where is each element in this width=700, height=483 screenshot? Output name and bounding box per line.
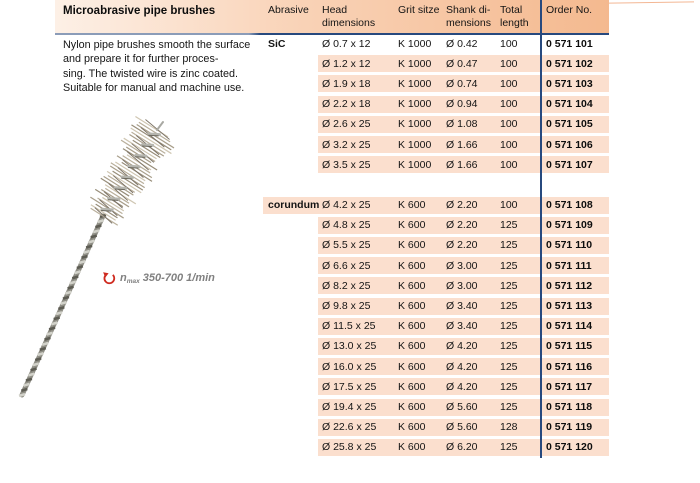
cell-shank: Ø 2.20	[446, 219, 478, 232]
cell-total: 100	[500, 199, 518, 211]
cell-head: Ø 8.2 x 25	[322, 279, 371, 292]
cell-head: Ø 3.2 x 25	[322, 138, 371, 151]
cell-head: Ø 1.9 x 18	[322, 77, 371, 90]
cell-order: 0 571 102	[546, 57, 593, 70]
cell-head: Ø 4.2 x 25	[322, 199, 371, 211]
column-header-head-dimensions	[322, 4, 375, 30]
cell-shank: Ø 1.66	[446, 158, 478, 171]
table-row	[0, 419, 700, 436]
cell-head: Ø 2.6 x 25	[322, 118, 371, 131]
cell-head: Ø 25.8 x 25	[322, 441, 377, 454]
column-header-label: length	[500, 16, 529, 29]
table-row	[0, 318, 700, 335]
cell-total: 100	[500, 158, 518, 171]
table-row	[0, 237, 700, 254]
cell-order: 0 571 117	[546, 380, 593, 393]
column-header-abrasive	[268, 4, 309, 17]
cell-order: 0 571 107	[546, 158, 593, 171]
column-header-total-length	[500, 4, 529, 30]
cell-total: 125	[500, 259, 518, 272]
cell-head: Ø 22.6 x 25	[322, 421, 377, 434]
cell-head: Ø 3.5 x 25	[322, 158, 371, 171]
cell-abrasive: SiC	[268, 37, 286, 50]
cell-shank: Ø 4.20	[446, 360, 478, 373]
cell-order: 0 571 114	[546, 320, 593, 333]
cell-head: Ø 11.5 x 25	[322, 320, 376, 333]
column-header-label: dimensions	[322, 16, 376, 29]
cell-order: 0 571 113	[546, 300, 593, 312]
column-header-grit-size	[398, 4, 439, 17]
cell-grit: K 600	[398, 360, 426, 373]
cell-grit: K 600	[398, 259, 426, 272]
description-line: Suitable for manual and machine use.	[63, 82, 245, 95]
cell-order: 0 571 110	[546, 239, 593, 252]
speed-value: 350-700 1/min	[142, 272, 215, 284]
cell-total: 100	[500, 138, 518, 151]
cell-grit: K 600	[398, 380, 426, 393]
cell-head: Ø 4.8 x 25	[322, 219, 371, 232]
column-header-label: Grit sitze	[398, 4, 440, 16]
cell-order: 0 571 119	[546, 421, 593, 434]
column-header-label: Total	[500, 4, 523, 16]
cell-shank: Ø 3.00	[446, 279, 478, 292]
table-row	[0, 257, 700, 274]
cell-total: 125	[500, 219, 518, 232]
table-row	[0, 136, 700, 153]
cell-grit: K 1000	[398, 37, 432, 50]
cell-grit: K 600	[398, 219, 426, 232]
cell-shank: Ø 5.60	[446, 401, 478, 413]
description-line: Nylon pipe brushes smooth the surface	[63, 39, 251, 51]
cell-head: Ø 2.2 x 18	[322, 98, 371, 111]
cell-shank: Ø 3.40	[446, 320, 478, 333]
order-column-divider	[540, 0, 542, 458]
table-row	[0, 116, 700, 133]
cell-grit: K 1000	[398, 57, 432, 70]
cell-total: 100	[500, 37, 518, 50]
table-row	[0, 217, 700, 234]
cell-grit: K 1000	[398, 77, 432, 90]
table-row	[0, 277, 700, 294]
cell-grit: K 1000	[398, 138, 432, 151]
cell-head: Ø 16.0 x 25	[322, 360, 377, 373]
cell-shank: Ø 2.20	[446, 239, 478, 252]
table-row	[0, 358, 700, 375]
table-row	[0, 35, 700, 52]
cell-order: 0 571 112	[546, 279, 593, 292]
cell-grit: K 600	[398, 421, 426, 434]
header-rule	[55, 33, 609, 35]
cell-order: 0 571 111	[546, 259, 592, 272]
cell-order: 0 571 108	[546, 199, 593, 211]
cell-total: 100	[500, 57, 518, 70]
cell-total: 100	[500, 118, 518, 131]
cell-grit: K 600	[398, 199, 426, 211]
table-row	[0, 96, 700, 113]
cell-shank: Ø 0.47	[446, 57, 478, 70]
cell-shank: Ø 3.40	[446, 300, 478, 312]
cell-shank: Ø 4.20	[446, 380, 478, 393]
cell-total: 125	[500, 340, 518, 353]
cell-order: 0 571 103	[546, 77, 593, 90]
description-line: and prepare it for further proces-	[63, 53, 219, 66]
cell-grit: K 600	[398, 320, 426, 333]
column-header-label: Order No.	[546, 4, 593, 16]
cell-order: 0 571 106	[546, 138, 593, 151]
table-row	[0, 156, 700, 173]
cell-grit: K 600	[398, 239, 426, 252]
cell-grit: K 600	[398, 279, 426, 292]
cell-head: Ø 5.5 x 25	[322, 239, 371, 252]
cell-total: 128	[500, 421, 518, 434]
cell-head: Ø 1.2 x 12	[322, 57, 371, 70]
cell-total: 125	[500, 380, 518, 393]
table-row	[0, 197, 700, 214]
table-row	[0, 55, 700, 72]
column-header-label: Abrasive	[268, 4, 309, 16]
cell-grit: K 1000	[398, 118, 432, 131]
cell-head: Ø 9.8 x 25	[322, 300, 371, 312]
cell-total: 125	[500, 441, 518, 454]
column-header-label: Shank di-	[446, 4, 491, 16]
cell-grit: K 1000	[398, 98, 432, 111]
cell-head: Ø 6.6 x 25	[322, 259, 371, 272]
cell-total: 125	[500, 401, 518, 413]
cell-head: Ø 13.0 x 25	[322, 340, 377, 353]
cell-head: Ø 17.5 x 25	[322, 380, 377, 393]
column-header-label: Head	[322, 4, 348, 16]
cell-order: 0 571 104	[546, 98, 593, 111]
cell-shank: Ø 0.42	[446, 37, 478, 50]
page-title: Microabrasive pipe brushes	[63, 5, 216, 17]
column-header-order-no	[546, 4, 592, 17]
cell-order: 0 571 115	[546, 340, 593, 353]
cell-head: Ø 19.4 x 25	[322, 401, 377, 413]
table-row	[0, 378, 700, 395]
cell-total: 125	[500, 239, 518, 252]
cell-shank: Ø 4.20	[446, 340, 478, 353]
speed-symbol: n	[120, 272, 127, 284]
cell-head: Ø 0.7 x 12	[322, 37, 371, 50]
cell-shank: Ø 2.20	[446, 199, 478, 211]
cell-shank: Ø 0.74	[446, 77, 478, 90]
table-row	[0, 399, 700, 416]
cell-grit: K 1000	[398, 158, 432, 171]
cell-shank: Ø 1.66	[446, 138, 478, 151]
cell-order: 0 571 109	[546, 219, 593, 232]
cell-total: 125	[500, 300, 518, 312]
page-edge-line	[609, 1, 694, 4]
table-row	[0, 298, 700, 315]
cell-grit: K 600	[398, 401, 426, 413]
cell-grit: K 600	[398, 340, 426, 353]
cell-total: 125	[500, 279, 518, 292]
cell-abrasive: corundum	[268, 199, 320, 211]
cell-order: 0 571 116	[546, 360, 593, 373]
cell-shank: Ø 1.08	[446, 118, 478, 131]
cell-order: 0 571 118	[546, 401, 593, 413]
cell-order: 0 571 120	[546, 441, 593, 454]
description-line: sing. The twisted wire is zinc coated.	[63, 67, 239, 80]
cell-total: 100	[500, 77, 518, 90]
cell-total: 100	[500, 98, 518, 111]
cell-shank: Ø 5.60	[446, 421, 478, 434]
cell-grit: K 600	[398, 441, 426, 454]
column-header-shank-dimensions	[446, 4, 491, 30]
cell-shank: Ø 6.20	[446, 441, 478, 454]
cell-order: 0 571 105	[546, 118, 593, 131]
table-row	[0, 75, 700, 92]
column-header-label: mensions	[446, 16, 491, 29]
cell-total: 125	[500, 360, 518, 373]
table-row	[0, 439, 700, 456]
table-row	[0, 338, 700, 355]
cell-order: 0 571 101	[546, 37, 593, 50]
cell-shank: Ø 3.00	[446, 259, 478, 272]
speed-subscript: max	[126, 278, 140, 285]
cell-shank: Ø 0.94	[446, 98, 478, 111]
cell-grit: K 600	[398, 300, 426, 312]
cell-total: 125	[500, 320, 518, 333]
